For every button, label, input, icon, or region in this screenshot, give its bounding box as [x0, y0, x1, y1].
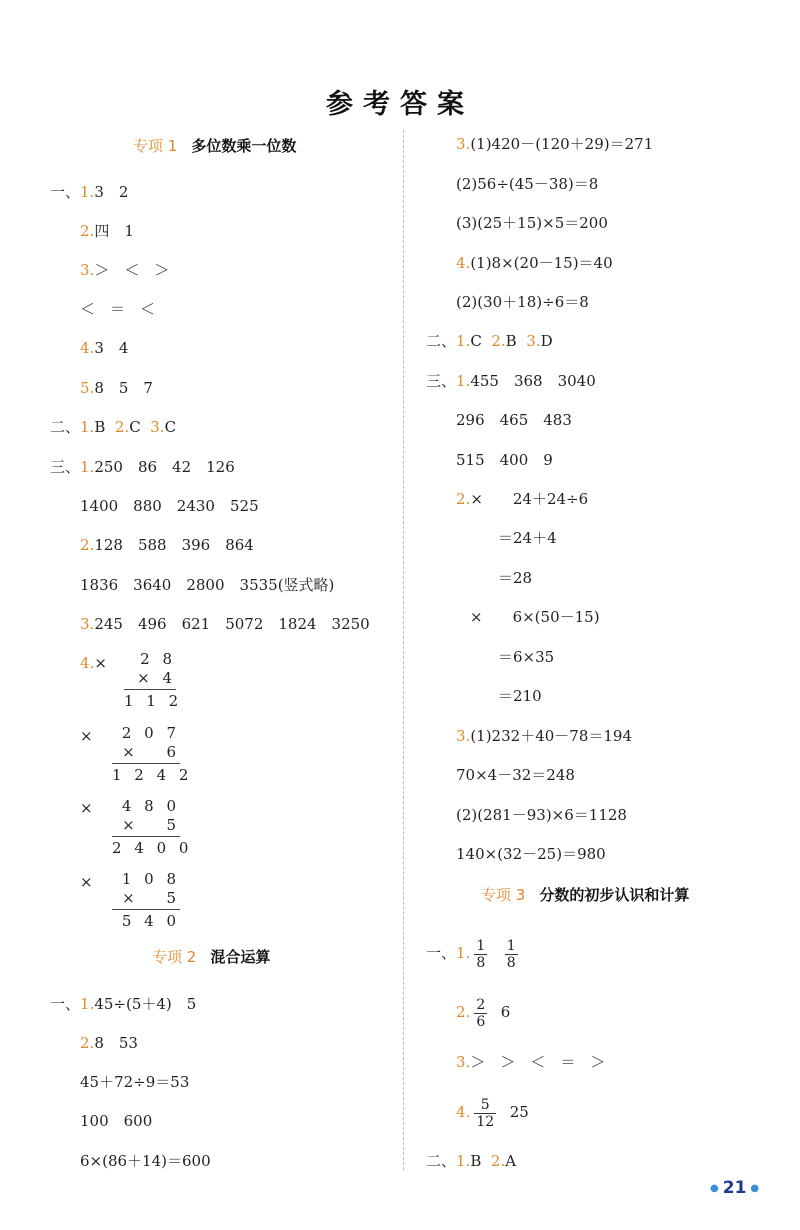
answer-line: ＝24＋4 — [498, 529, 557, 547]
answer-line: 二、1.C 2.B 3.D — [426, 332, 553, 350]
answer-line: (2)56÷(45－38)＝8 — [456, 175, 599, 193]
answer-line: 4. $\frac{5}{12}$ 25 — [456, 1096, 529, 1130]
answer-line: 2.128 588 396 864 — [80, 536, 254, 554]
section-name: 混合运算 — [210, 948, 271, 966]
answer-line: 45＋72÷9＝53 — [80, 1073, 190, 1091]
answer-line: 70×4－32＝248 — [456, 766, 575, 784]
fraction: $\frac{5}{12}$ — [476, 1096, 495, 1130]
answer-line: 4.3 4 — [80, 339, 129, 357]
answer-line: × — [80, 873, 93, 891]
answer-line: 3.(1)232＋40－78＝194 — [456, 727, 632, 745]
answer-line: × 6×(50－15) — [470, 608, 600, 626]
dot-icon: ● — [750, 1182, 760, 1194]
answer-line: 二、1.B 2.A — [426, 1152, 517, 1170]
answer-line: × — [80, 799, 93, 817]
answer-line: 100 600 — [80, 1112, 153, 1130]
answer-line: ＜ ＝ ＜ — [80, 300, 156, 318]
answer-line: 3.245 496 621 5072 1824 3250 — [80, 615, 370, 633]
vertical-multiplication: 1 0 8 × 5 5 4 0 — [112, 870, 180, 931]
vertical-multiplication: 4 8 0 × 5 2 4 0 0 — [112, 797, 193, 857]
answer-line: 296 465 483 — [456, 411, 572, 429]
answer-line: 5.8 5 7 — [80, 379, 153, 397]
answer-line: (2)(281－93)×6＝1128 — [456, 806, 627, 824]
answer-line: 一、1. $\frac{1}{8}$ $\frac{1}{8}$ — [426, 937, 516, 971]
answer-line: 6×(86＋14)＝600 — [80, 1152, 211, 1170]
answer-line: 一、1.3 2 — [50, 183, 129, 201]
answer-line: 1400 880 2430 525 — [80, 497, 259, 515]
answer-line: 4.× — [80, 654, 107, 672]
answer-line: 三、1.250 86 42 126 — [50, 458, 235, 476]
section-tag: 专项 1 — [133, 137, 178, 155]
answer-line: 一、1.45÷(5＋4) 5 — [50, 995, 197, 1013]
answer-line: × — [80, 727, 93, 745]
answer-line: 3.＞ ＞ ＜ ＝ ＞ — [456, 1053, 606, 1071]
page-number: ● 21 ● — [710, 1178, 760, 1198]
answer-line: 3.＞ ＜ ＞ — [80, 261, 170, 279]
answer-line: 140×(32－25)＝980 — [456, 845, 606, 863]
fraction: $\frac{2}{6}$ — [476, 996, 486, 1030]
section-heading-3 — [481, 884, 689, 905]
dot-icon: ● — [710, 1182, 719, 1194]
answer-line: ＝6×35 — [498, 648, 555, 666]
section-heading-2 — [152, 946, 270, 967]
column-divider — [403, 130, 404, 1170]
answer-line: ＝210 — [498, 687, 542, 705]
answer-line: 2. $\frac{2}{6}$ 6 — [456, 996, 511, 1030]
answer-line: 2.× 24＋24÷6 — [456, 490, 589, 508]
section-name: 分数的初步认识和计算 — [539, 886, 690, 904]
answer-line: 4.(1)8×(20－15)＝40 — [456, 254, 613, 272]
section-heading-1 — [133, 135, 296, 156]
section-name: 多位数乘一位数 — [191, 137, 297, 155]
answer-line: 三、1.455 368 3040 — [426, 372, 596, 390]
section-tag: 专项 3 — [481, 886, 526, 904]
answer-line: 二、1.B 2.C 3.C — [50, 418, 177, 436]
section-tag: 专项 2 — [152, 948, 197, 966]
page-title: 参考答案 — [326, 89, 474, 120]
answer-line: (3)(25＋15)×5＝200 — [456, 214, 608, 232]
vertical-multiplication: 2 8 × 4 1 1 2 — [124, 650, 183, 710]
answer-line: (2)(30＋18)÷6＝8 — [456, 293, 589, 311]
fraction: $\frac{1}{8}$ — [476, 937, 486, 971]
answer-line: 2.8 53 — [80, 1034, 138, 1052]
answer-line: 1836 3640 2800 3535(竖式略) — [80, 576, 335, 594]
fraction: $\frac{1}{8}$ — [506, 937, 516, 971]
answer-line: 515 400 9 — [456, 451, 553, 469]
answer-line: 3.(1)420－(120＋29)＝271 — [456, 135, 654, 153]
vertical-multiplication: 2 0 7 × 6 1 2 4 2 — [112, 724, 193, 784]
answer-line: 2.四 1 — [80, 222, 134, 240]
answer-line: ＝28 — [498, 569, 533, 587]
